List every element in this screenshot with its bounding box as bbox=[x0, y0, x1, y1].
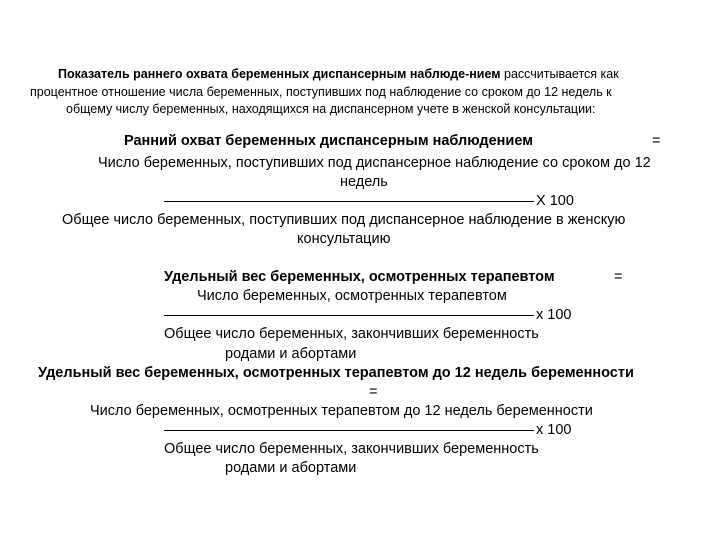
formula1-title: Ранний охват беременных диспансерным наблюдением bbox=[124, 133, 533, 149]
formula3-denominator-2: родами и абортами bbox=[225, 460, 357, 476]
formula3-fraction-line bbox=[164, 430, 534, 431]
intro-line-1 bbox=[58, 68, 619, 81]
intro-line-1-rest: рассчитывается как bbox=[500, 67, 619, 81]
formula2-title: Удельный вес беременных, осмотренных терапевтом bbox=[164, 269, 555, 285]
formula3-denominator-1: Общее число беременных, закончивших беременность bbox=[164, 441, 539, 457]
formula1-numerator-2: недель bbox=[340, 174, 388, 190]
formula1-equals: = bbox=[652, 133, 661, 149]
formula3-multiplier: х 100 bbox=[536, 422, 572, 438]
formula3-equals: = bbox=[369, 384, 378, 400]
intro-line-2: процентное отношение числа беременных, поступивших под наблюдение со сроком до 12 недель к bbox=[30, 85, 612, 99]
formula1-denominator-1: Общее число беременных, поступивших под диспансерное наблюдение в женскую bbox=[62, 212, 626, 228]
intro-line-3: общему числу беременных, находящихся на диспансерном учете в женской консультации: bbox=[66, 102, 596, 116]
formula2-multiplier: х 100 bbox=[536, 307, 572, 323]
formula1-fraction-line bbox=[164, 201, 534, 202]
formula2-denominator-2: родами и абортами bbox=[225, 346, 357, 362]
formula3-title: Удельный вес беременных, осмотренных терапевтом до 12 недель беременности bbox=[38, 365, 634, 381]
intro-heading: Показатель раннего охвата беременных диспансерным наблюде-нием bbox=[58, 67, 501, 81]
formula2-numerator: Число беременных, осмотренных терапевтом bbox=[197, 288, 507, 304]
formula2-fraction-line bbox=[164, 315, 534, 316]
formula3-numerator: Число беременных, осмотренных терапевтом до 12 недель беременности bbox=[90, 403, 593, 419]
formula1-numerator-1: Число беременных, поступивших под диспансерное наблюдение со сроком до 12 bbox=[98, 155, 651, 171]
formula1-denominator-2: консультацию bbox=[297, 231, 391, 247]
formula2-denominator-1: Общее число беременных, закончивших беременность bbox=[164, 326, 539, 342]
formula2-equals: = bbox=[614, 269, 623, 285]
formula1-multiplier: Х 100 bbox=[536, 193, 574, 209]
